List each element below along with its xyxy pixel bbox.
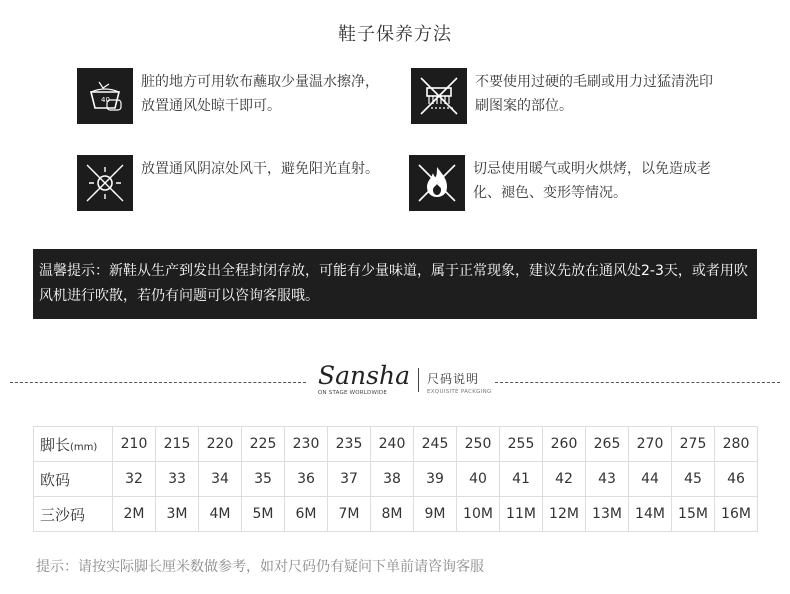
size-cell: 270 bbox=[629, 427, 672, 462]
table-row bbox=[34, 462, 758, 497]
row-label: 脚长 bbox=[40, 435, 71, 454]
brand-logo: Sansha bbox=[318, 361, 410, 390]
size-table bbox=[33, 426, 758, 532]
size-cell: 11M bbox=[500, 497, 543, 532]
divider-right bbox=[495, 382, 780, 383]
size-cell: 265 bbox=[586, 427, 629, 462]
table-row bbox=[34, 427, 758, 462]
size-cell: 7M bbox=[328, 497, 371, 532]
size-cell: 5M bbox=[242, 497, 285, 532]
size-cell: 36 bbox=[285, 462, 328, 497]
size-cell: 230 bbox=[285, 427, 328, 462]
size-cell: 35 bbox=[242, 462, 285, 497]
size-cell: 33 bbox=[156, 462, 199, 497]
brand-separator bbox=[418, 368, 419, 392]
size-cell: 280 bbox=[715, 427, 758, 462]
size-guide-title: 尺码说明 bbox=[426, 372, 479, 386]
no-brush-icon bbox=[411, 68, 467, 124]
size-cell: 39 bbox=[414, 462, 457, 497]
size-cell: 260 bbox=[543, 427, 586, 462]
size-cell: 220 bbox=[199, 427, 242, 462]
no-fire-icon bbox=[409, 155, 465, 211]
size-cell: 210 bbox=[113, 427, 156, 462]
tip-text: 不要使用过硬的毛刷或用力过猛清洗印刷图案的部位。 bbox=[475, 74, 713, 114]
size-cell: 235 bbox=[328, 427, 371, 462]
size-cell: 44 bbox=[629, 462, 672, 497]
row-header bbox=[34, 427, 113, 462]
tip-text: 放置通风阴凉处风干，避免阳光直射。 bbox=[141, 161, 379, 177]
size-cell: 9M bbox=[414, 497, 457, 532]
size-cell: 225 bbox=[242, 427, 285, 462]
size-cell: 240 bbox=[371, 427, 414, 462]
size-cell: 3M bbox=[156, 497, 199, 532]
no-sun-icon bbox=[77, 155, 133, 211]
care-tip-brush bbox=[411, 68, 715, 124]
size-cell: 32 bbox=[113, 462, 156, 497]
size-cell: 15M bbox=[672, 497, 715, 532]
size-cell: 38 bbox=[371, 462, 414, 497]
tip-text: 切忌使用暖气或明火烘烤，以免造成老化、褪色、变形等情况。 bbox=[473, 161, 711, 201]
notice-banner: 温馨提示：新鞋从生产到发出全程封闭存放，可能有少量味道，属于正常现象，建议先放在通风处2-3天，或者用吹风机进行吹散，若仍有问题可以咨询客服哦。 bbox=[33, 249, 757, 319]
size-cell: 42 bbox=[543, 462, 586, 497]
size-cell: 4M bbox=[199, 497, 242, 532]
size-cell: 37 bbox=[328, 462, 371, 497]
page-title: 鞋子保养方法 bbox=[338, 24, 452, 45]
care-tip-fire bbox=[409, 155, 713, 211]
size-cell: 2M bbox=[113, 497, 156, 532]
size-cell: 215 bbox=[156, 427, 199, 462]
size-cell: 255 bbox=[500, 427, 543, 462]
size-cell: 16M bbox=[715, 497, 758, 532]
care-tip-sun bbox=[77, 155, 381, 211]
size-cell: 10M bbox=[457, 497, 500, 532]
size-cell: 8M bbox=[371, 497, 414, 532]
brand-tagline: ON STAGE WORLDWIDE bbox=[318, 390, 388, 396]
row-label: 三沙码 bbox=[40, 505, 86, 524]
size-cell: 41 bbox=[500, 462, 543, 497]
size-cell: 12M bbox=[543, 497, 586, 532]
footnote: 提示：请按实际脚长厘米数做参考，如对尺码仍有疑问下单前请咨询客服 bbox=[36, 559, 484, 575]
row-unit: (mm) bbox=[70, 441, 98, 453]
size-cell: 40 bbox=[457, 462, 500, 497]
row-label: 欧码 bbox=[40, 470, 71, 489]
brand-header bbox=[318, 362, 492, 396]
table-row bbox=[34, 497, 758, 532]
size-cell: 6M bbox=[285, 497, 328, 532]
tip-text: 脏的地方可用软布蘸取少量温水擦净，放置通风处晾干即可。 bbox=[141, 74, 379, 114]
row-header bbox=[34, 497, 113, 532]
size-cell: 245 bbox=[414, 427, 457, 462]
size-cell: 45 bbox=[672, 462, 715, 497]
care-tip-wash bbox=[77, 68, 381, 124]
size-cell: 250 bbox=[457, 427, 500, 462]
basin-wash-icon bbox=[77, 68, 133, 124]
size-cell: 43 bbox=[586, 462, 629, 497]
size-cell: 46 bbox=[715, 462, 758, 497]
size-cell: 14M bbox=[629, 497, 672, 532]
size-cell: 275 bbox=[672, 427, 715, 462]
divider-left bbox=[10, 382, 306, 383]
svg-text:40: 40 bbox=[101, 96, 110, 104]
row-header bbox=[34, 462, 113, 497]
size-cell: 34 bbox=[199, 462, 242, 497]
size-cell: 13M bbox=[586, 497, 629, 532]
size-guide-subtitle: EXQUISITE PACKGING bbox=[426, 389, 492, 395]
